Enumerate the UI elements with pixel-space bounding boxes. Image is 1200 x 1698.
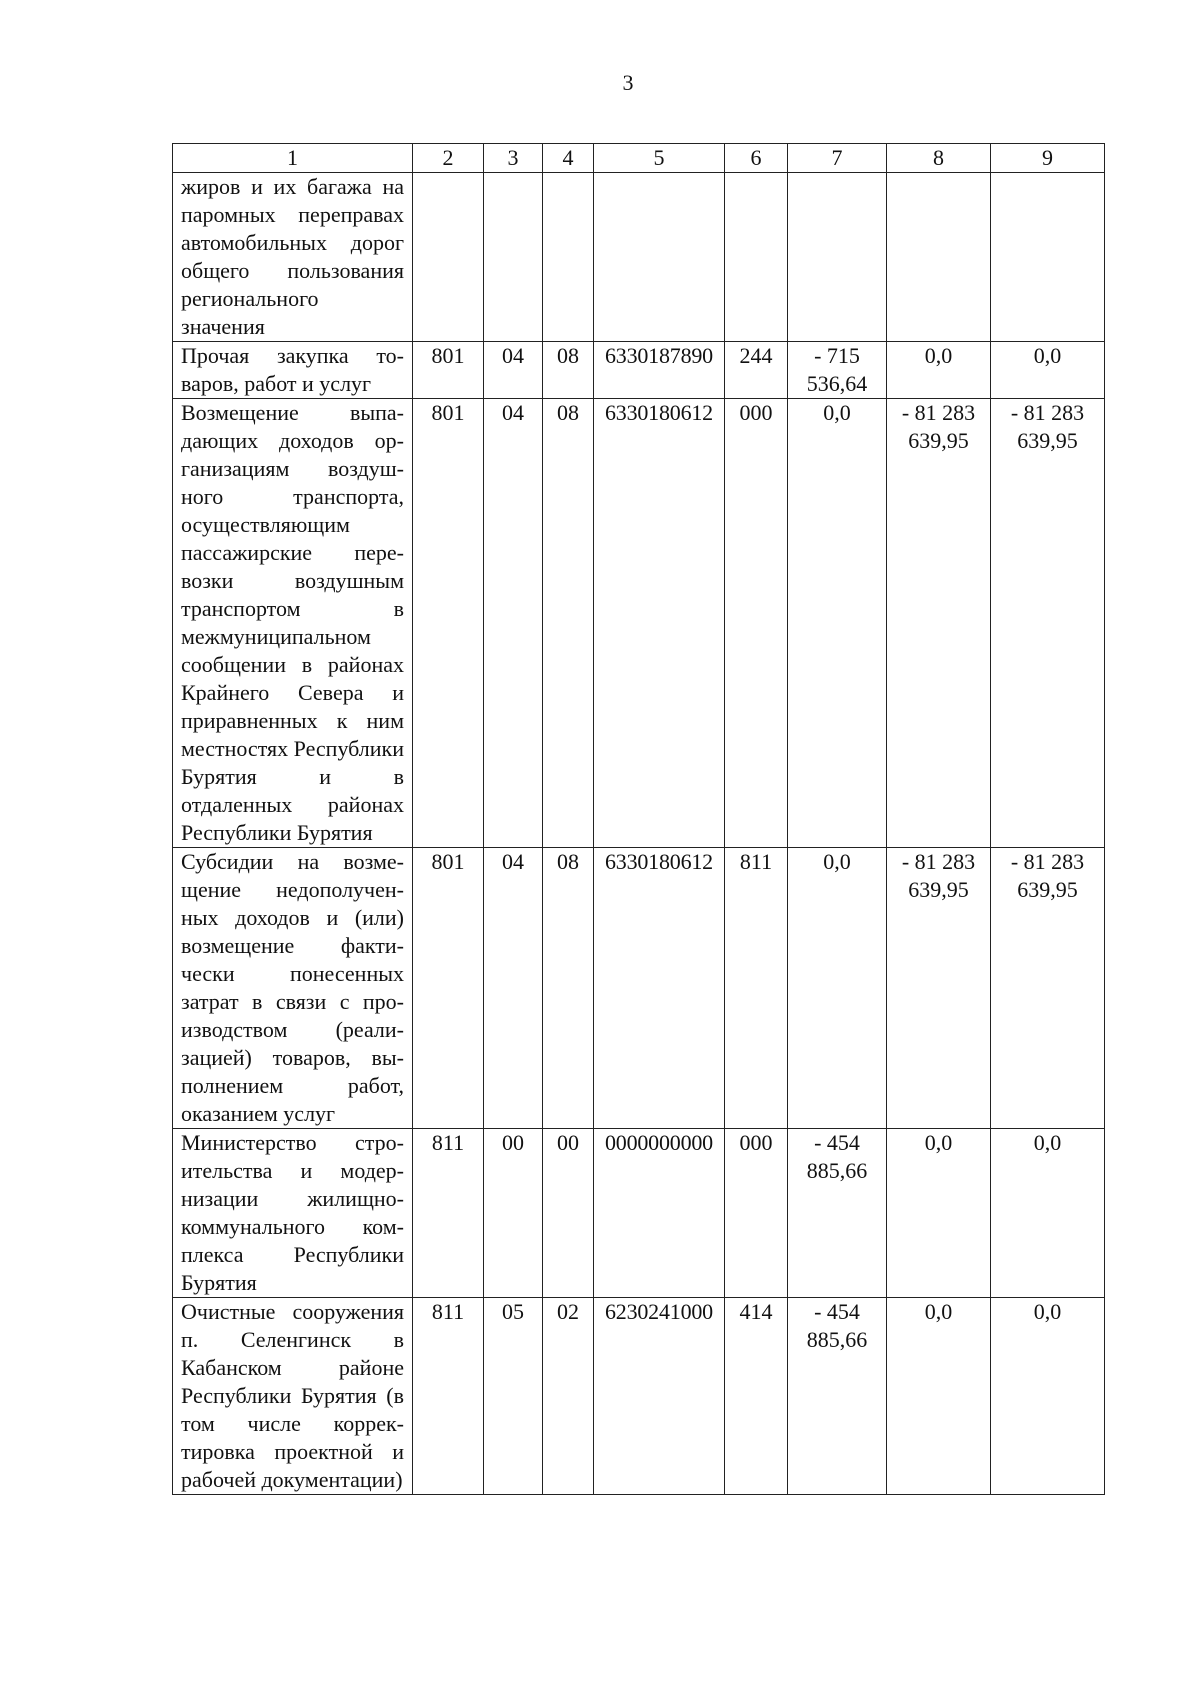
column-header: 7	[788, 144, 887, 173]
row-description: жиров и их багажа на паромных переправах автомобильных дорог общего пользования регионального значения	[173, 173, 413, 342]
cell-expense-type: 000	[725, 1129, 788, 1298]
cell-amount-col7: 0,0	[788, 399, 887, 848]
column-header: 9	[991, 144, 1105, 173]
row-description: Возмещение выпадающих доходов организациям воздушного транспорта, осуществляющим пассажирские перевозки воздушным транспортом в межмуниципальном сообщении в районах Крайнего Севера и приравненных к ним местностях Республики Бурятия и в отдаленных районах Республики Бурятия	[173, 399, 413, 848]
cell-amount-col9: - 81 283 639,95	[991, 848, 1105, 1129]
cell-subsection: 00	[543, 1129, 594, 1298]
cell-target-article: 6330180612	[594, 399, 725, 848]
cell-expense-type	[725, 173, 788, 342]
column-header: 1	[173, 144, 413, 173]
cell-amount-col7: 0,0	[788, 848, 887, 1129]
cell-amount-col9: 0,0	[991, 342, 1105, 399]
cell-ministry-code: 801	[413, 848, 484, 1129]
cell-amount-col8: 0,0	[887, 1129, 991, 1298]
column-header: 5	[594, 144, 725, 173]
cell-section: 04	[484, 342, 543, 399]
cell-amount-col9: - 81 283 639,95	[991, 399, 1105, 848]
cell-section: 04	[484, 399, 543, 848]
cell-amount-col7: - 454 885,66	[788, 1298, 887, 1495]
cell-subsection: 08	[543, 848, 594, 1129]
cell-target-article: 0000000000	[594, 1129, 725, 1298]
cell-amount-col8: - 81 283 639,95	[887, 399, 991, 848]
row-description: Министерство строительства и модернизации жилищно-коммунального комплекса Республики Бурятия	[173, 1129, 413, 1298]
cell-expense-type: 244	[725, 342, 788, 399]
cell-target-article: 6230241000	[594, 1298, 725, 1495]
cell-amount-col8: 0,0	[887, 342, 991, 399]
table-row	[173, 1129, 1105, 1298]
table-row	[173, 173, 1105, 342]
cell-section	[484, 173, 543, 342]
page-number: 3	[622, 70, 634, 95]
cell-ministry-code: 811	[413, 1129, 484, 1298]
cell-amount-col7	[788, 173, 887, 342]
header-row	[173, 144, 1105, 173]
column-header: 2	[413, 144, 484, 173]
cell-subsection: 08	[543, 399, 594, 848]
cell-ministry-code	[413, 173, 484, 342]
cell-amount-col7: - 454 885,66	[788, 1129, 887, 1298]
cell-amount-col8	[887, 173, 991, 342]
cell-ministry-code: 811	[413, 1298, 484, 1495]
row-description: Очистные сооружения п. Селенгинск в Кабанском районе Республики Бурятия (в том числе корректировка проектной и рабочей документации)	[173, 1298, 413, 1495]
cell-target-article: 6330187890	[594, 342, 725, 399]
row-description: Субсидии на возмещение недополученных доходов и (или) возмещение фактически понесенных затрат в связи с производством (реализацией) товаров, выполнением работ, оказанием услуг	[173, 848, 413, 1129]
table-row	[173, 342, 1105, 399]
column-header: 4	[543, 144, 594, 173]
cell-expense-type: 000	[725, 399, 788, 848]
cell-expense-type: 811	[725, 848, 788, 1129]
cell-target-article: 6330180612	[594, 848, 725, 1129]
budget-table	[172, 143, 1105, 1495]
cell-amount-col9	[991, 173, 1105, 342]
cell-subsection: 02	[543, 1298, 594, 1495]
cell-expense-type: 414	[725, 1298, 788, 1495]
cell-amount-col8: 0,0	[887, 1298, 991, 1495]
cell-ministry-code: 801	[413, 399, 484, 848]
cell-subsection	[543, 173, 594, 342]
cell-section: 00	[484, 1129, 543, 1298]
cell-ministry-code: 801	[413, 342, 484, 399]
table-row	[173, 399, 1105, 848]
cell-section: 05	[484, 1298, 543, 1495]
cell-subsection: 08	[543, 342, 594, 399]
cell-amount-col9: 0,0	[991, 1298, 1105, 1495]
cell-amount-col7: - 715 536,64	[788, 342, 887, 399]
table-row	[173, 1298, 1105, 1495]
column-header: 6	[725, 144, 788, 173]
cell-target-article	[594, 173, 725, 342]
cell-section: 04	[484, 848, 543, 1129]
table-row	[173, 848, 1105, 1129]
cell-amount-col8: - 81 283 639,95	[887, 848, 991, 1129]
cell-amount-col9: 0,0	[991, 1129, 1105, 1298]
row-description: Прочая закупка товаров, работ и услуг	[173, 342, 413, 399]
column-header: 8	[887, 144, 991, 173]
column-header: 3	[484, 144, 543, 173]
